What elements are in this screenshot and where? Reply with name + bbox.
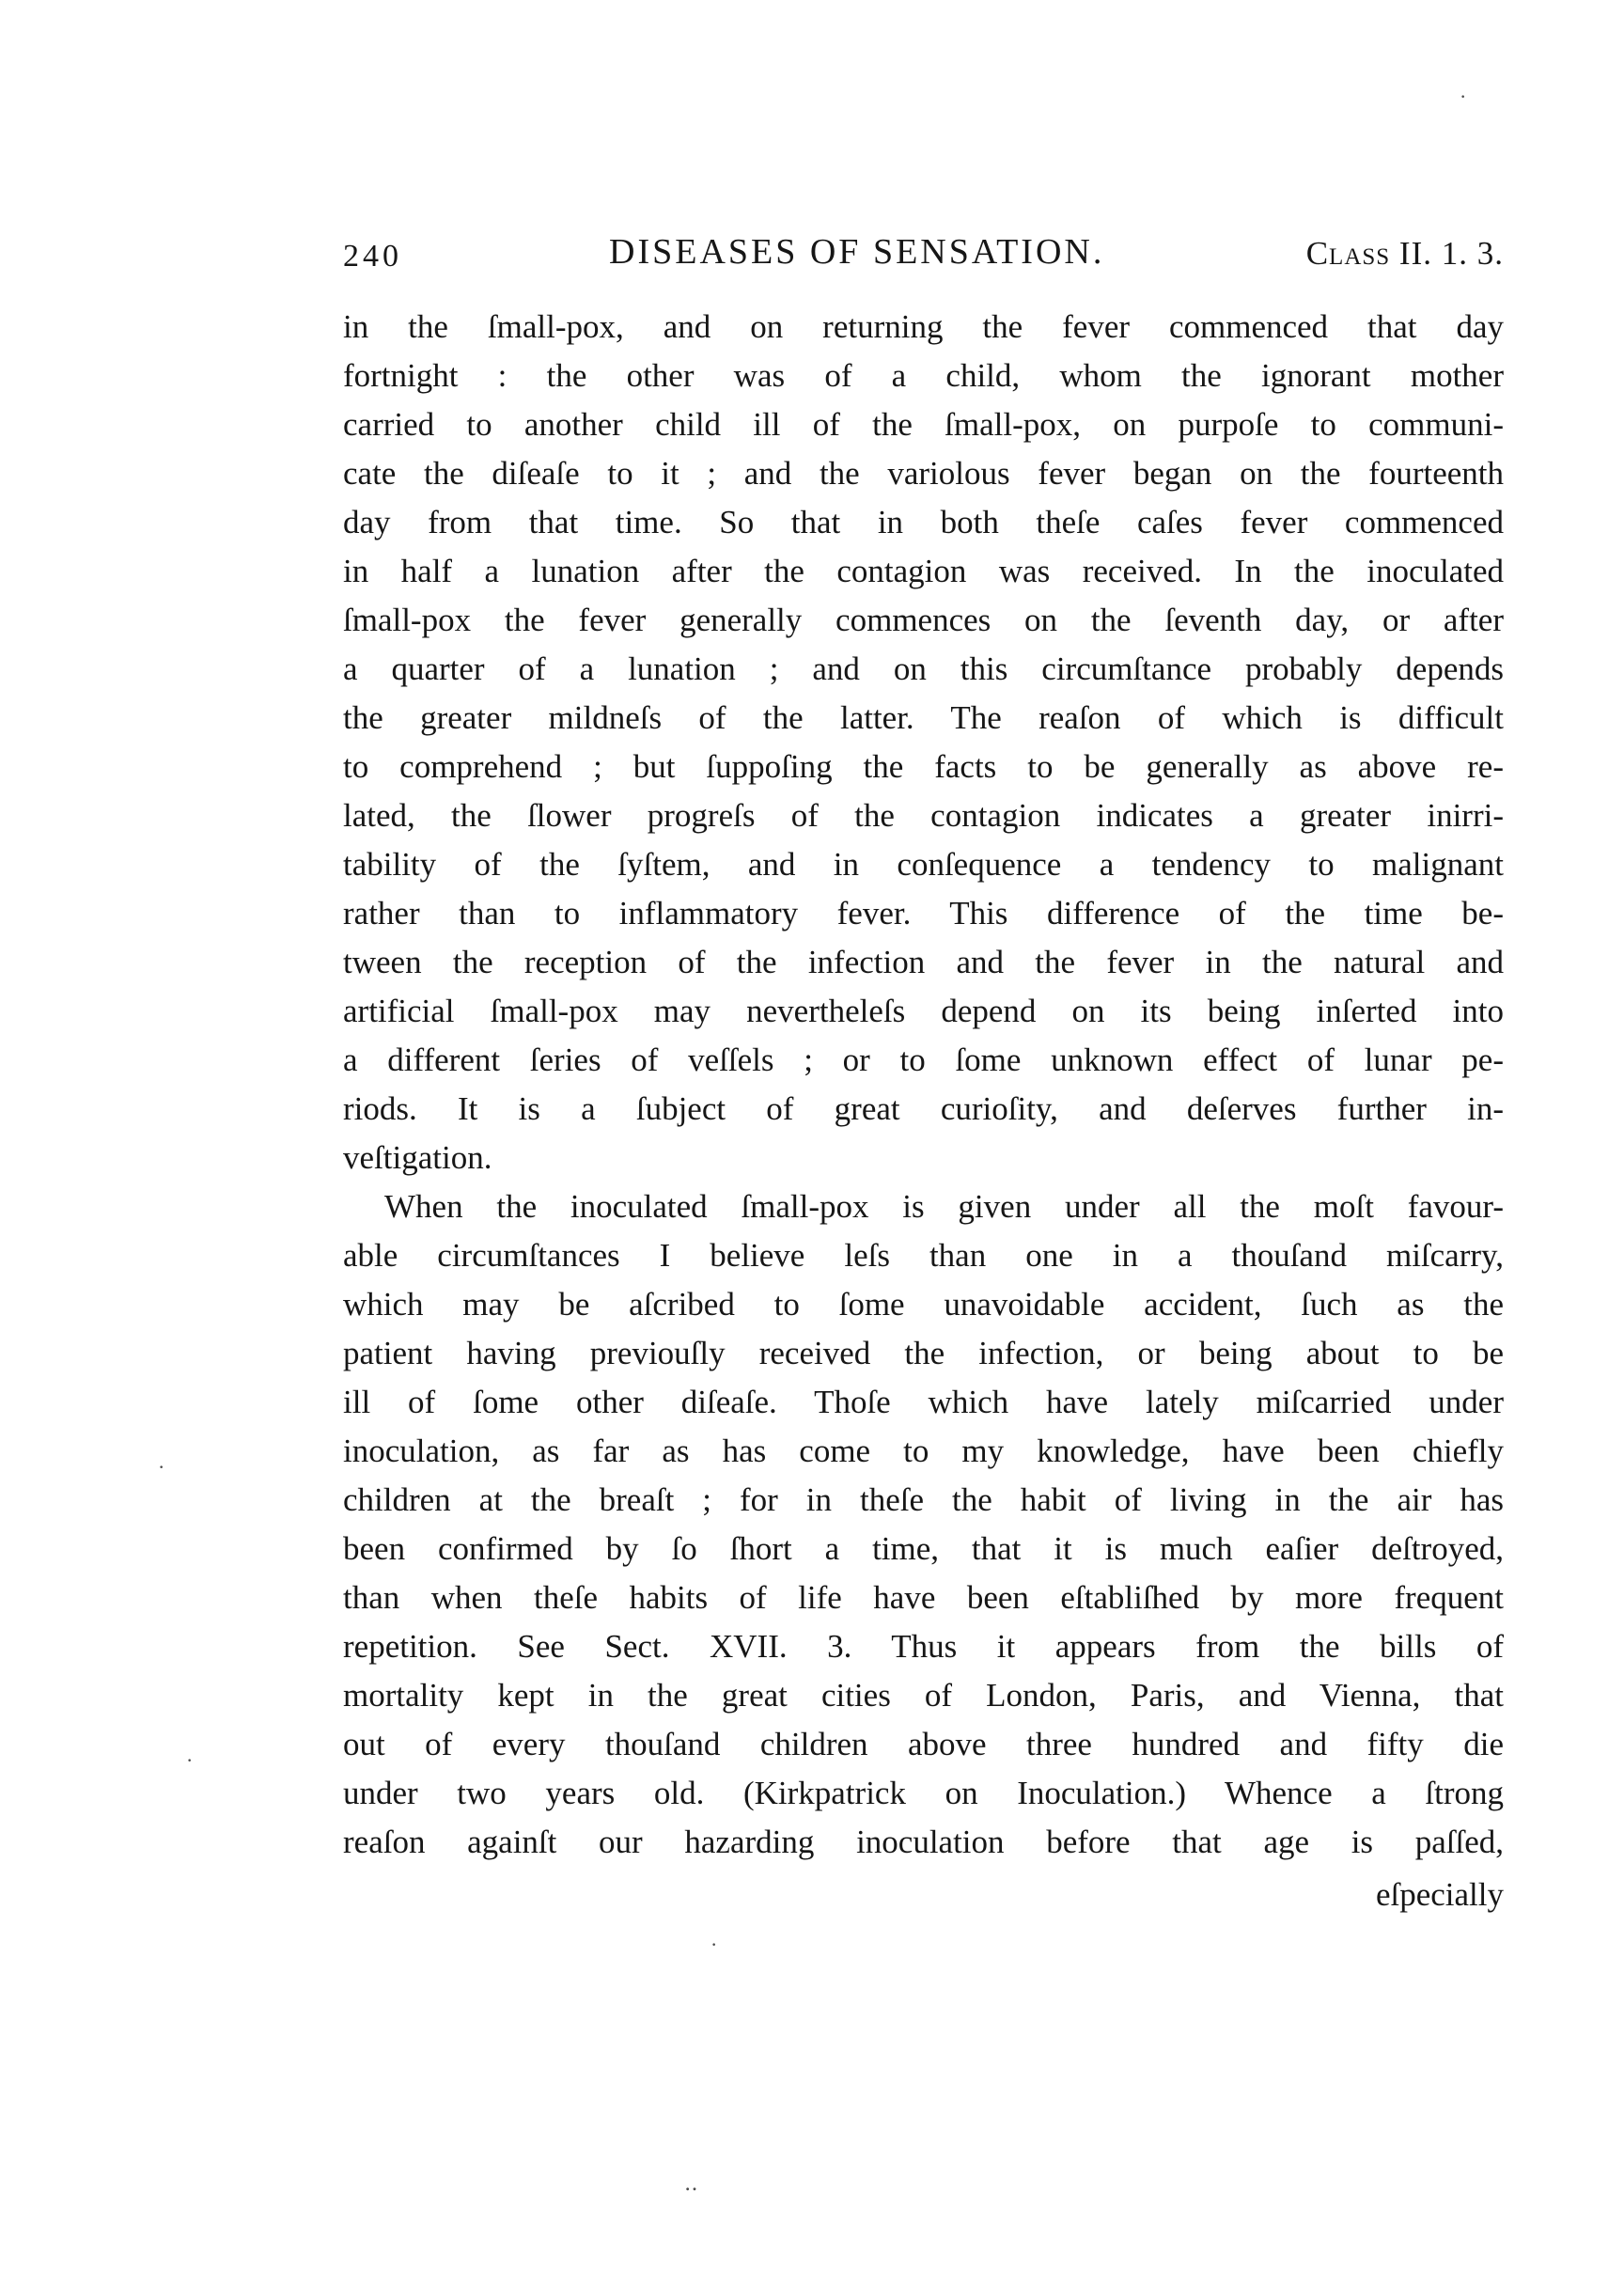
scan-speck: · <box>186 1748 194 1772</box>
text-line: able circumſtances I believe leſs than one in a thouſand miſcarry, <box>343 1237 1504 1274</box>
text-line: tween the reception of the infection and the fever in the natural and <box>343 944 1504 980</box>
text-line: day from that time. So that in both theſe caſes fever commenced <box>343 504 1504 540</box>
scan-speck: · <box>158 1455 165 1479</box>
text-line: out of every thouſand children above three hundred and fifty die <box>343 1726 1504 1762</box>
text-line: When the inoculated ſmall-pox is given under all the moſt favour- <box>384 1188 1504 1225</box>
text-line: inoculation, as far as has come to my knowledge, have been chiefly <box>343 1433 1504 1469</box>
text-line: tability of the ſyſtem, and in conſequence a tendency to malignant <box>343 846 1504 883</box>
text-line: in half a lunation after the contagion was received. In the inoculated <box>343 553 1504 589</box>
text-line: cate the diſeaſe to it ; and the variolous fever began on the fourteenth <box>343 455 1504 492</box>
text-line: veſtigation. <box>343 1139 492 1176</box>
text-line: riods. It is a ſubject of great curioſity, and deſerves further in- <box>343 1090 1504 1127</box>
catchword-row <box>343 1871 1504 1919</box>
text-line: the greater mildneſs of the latter. The reaſon of which is difficult <box>343 699 1504 736</box>
text-line: lated, the ſlower progreſs of the contagion indicates a greater inirri- <box>343 797 1504 834</box>
text-line: rather than to inflammatory fever. This difference of the time be- <box>343 895 1504 932</box>
scan-speck: ‥ <box>684 2171 698 2195</box>
text-line: than when theſe habits of life have been eſtabliſhed by more frequent <box>343 1579 1504 1616</box>
text-line: a quarter of a lunation ; and on this circumſtance probably depends <box>343 650 1504 687</box>
text-line: been confirmed by ſo ſhort a time, that it is much eaſier deſtroyed, <box>343 1530 1504 1567</box>
text-line: mortality kept in the great cities of London, Paris, and Vienna, that <box>343 1677 1504 1714</box>
catchword: eſpecially <box>1375 1876 1504 1913</box>
text-line: to comprehend ; but ſuppoſing the facts to be generally as above re- <box>343 748 1504 785</box>
text-line: under two years old. (Kirkpatrick on Inoculation.) Whence a ſtrong <box>343 1775 1504 1811</box>
text-line: repetition. See Sect. XVII. 3. Thus it appears from the bills of <box>343 1628 1504 1665</box>
text-line: children at the breaſt ; for in theſe the habit of living in the air has <box>343 1481 1504 1518</box>
body-text <box>343 303 1504 1867</box>
text-line: artificial ſmall-pox may nevertheleſs depend on its being inſerted into <box>343 993 1504 1029</box>
page-number: 240 <box>343 239 402 274</box>
running-title: DISEASES OF SENSATION. <box>609 232 1105 272</box>
text-line: carried to another child ill of the ſmall-pox, on purpoſe to communi- <box>343 406 1504 443</box>
text-line: which may be aſcribed to ſome unavoidable accident, ſuch as the <box>343 1286 1504 1323</box>
text-line: fortnight : the other was of a child, whom the ignorant mother <box>343 357 1504 394</box>
text-line: ill of ſome other diſeaſe. Thoſe which have lately miſcarried under <box>343 1384 1504 1420</box>
text-line: in the ſmall-pox, and on returning the fever commenced that day <box>343 308 1504 345</box>
page-header <box>343 231 1504 284</box>
text-line: patient having previouſly received the infection, or being about to be <box>343 1335 1504 1371</box>
text-line: ſmall-pox the fever generally commences on the ſeventh day, or after <box>343 602 1504 638</box>
scan-speck: · <box>710 1933 718 1956</box>
text-line: a different ſeries of veſſels ; or to ſome unknown effect of lunar pe- <box>343 1041 1504 1078</box>
scan-speck: · <box>1460 85 1467 108</box>
text-line: reaſon againſt our hazarding inoculation before that age is paſſed, <box>343 1824 1504 1860</box>
section-label: Class II. 1. 3. <box>1305 235 1504 272</box>
